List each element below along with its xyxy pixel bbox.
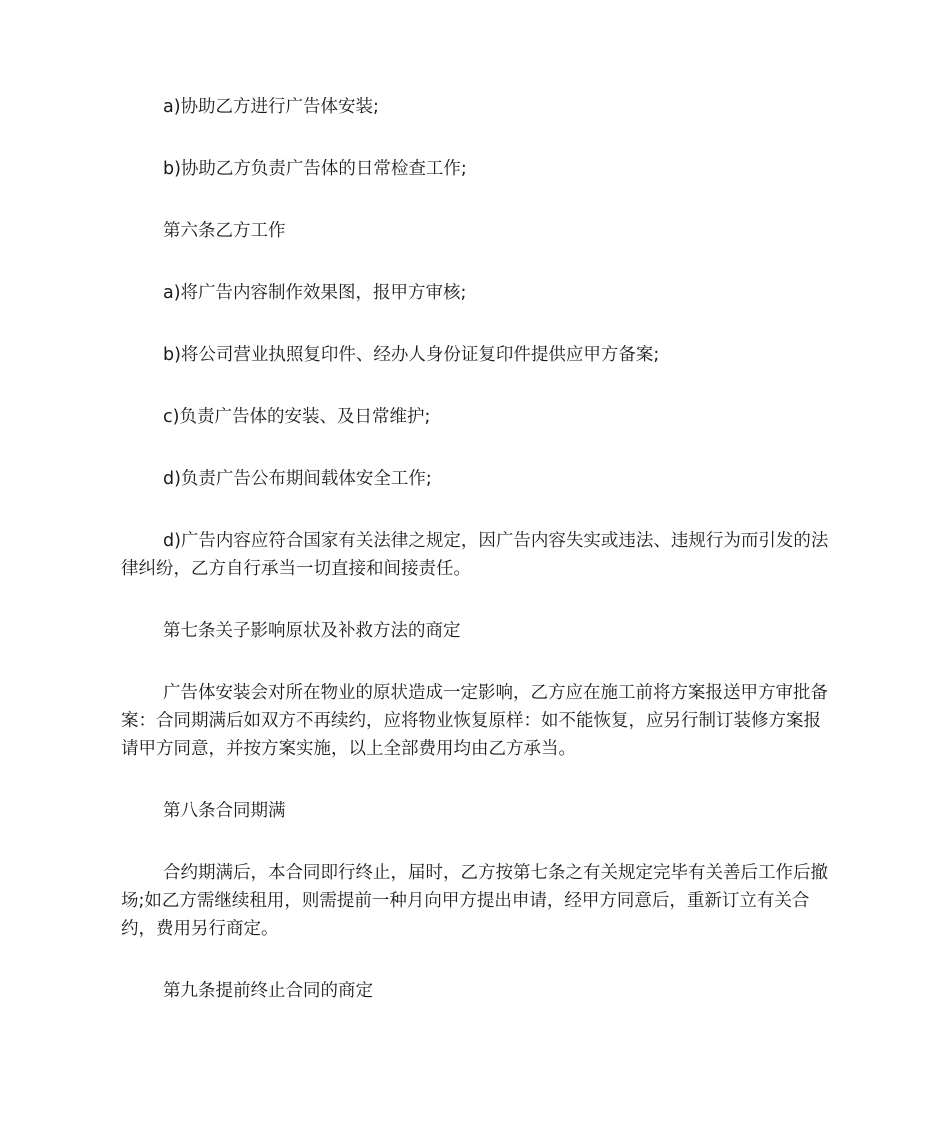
article-6-heading: 第六条乙方工作: [163, 221, 286, 241]
paragraph-restoration: 广告体安装会对所在物业的原状造成一定影响，乙方应在施工前将方案报送甲方审批备案：合同期满后如双方不再续约，应将物业恢复原样：如不能恢复，应另行制订装修方案报请甲方同意，并按方案实施，以上全部费用均由乙方承当。: [121, 683, 828, 759]
document-page: [121, 93, 831, 1039]
paragraph-d-legal-compliance: d)广告内容应符合国家有关法律之规定，因广告内容失实或违法、违规行为而引发的法律纠纷，乙方自行承当一切直接和间接责任。: [121, 531, 829, 579]
article-9-heading: 第九条提前终止合同的商定: [163, 981, 373, 1001]
article-7-heading: 第七条关子影响原状及补救方法的商定: [163, 621, 461, 641]
paragraph-a-design-review: a)将广告内容制作效果图，报甲方审核;: [163, 283, 467, 303]
article-8-heading: 第八条合同期满: [163, 801, 286, 821]
paragraph-c-install-maintenance: c)负责广告体的安装、及日常维护;: [163, 407, 431, 427]
paragraph-b-license-copies: b)将公司营业执照复印件、经办人身份证复印件提供应甲方备案;: [163, 345, 660, 365]
paragraph-d-carrier-safety: d)负责广告公布期间载体安全工作;: [163, 469, 432, 489]
paragraph-b-assist-inspection: b)协助乙方负责广告体的日常检查工作;: [163, 159, 467, 179]
paragraph-contract-expiry: 合约期满后，本合同即行终止，届时，乙方按第七条之有关规定完毕有关善后工作后撤场;如乙方需继续租用，则需提前一种月向甲方提出申请，经甲方同意后，重新订立有关合约，费用另行商定。: [121, 863, 828, 939]
paragraph-a-assist-install: a)协助乙方进行广告体安装;: [163, 97, 379, 117]
